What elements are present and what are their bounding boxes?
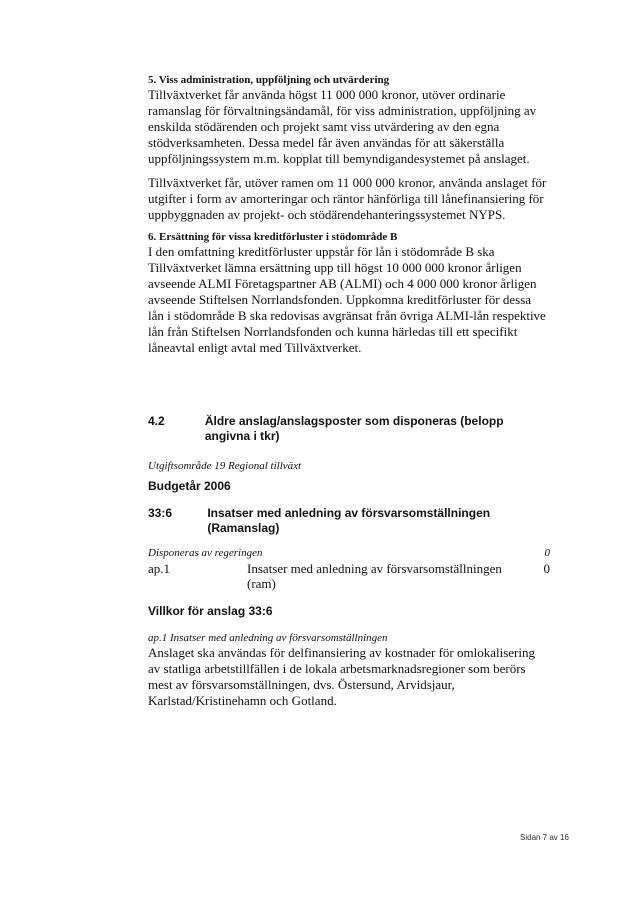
disposal-value: 0 [544,547,550,559]
appropriation-heading [148,506,550,536]
conditions-ap-heading: ap.1 Insatser med anledning av försvarsomställningen [148,632,388,644]
ap-item-value: 0 [543,561,550,576]
section42-number: 4.2 [148,414,165,428]
page-number: Sidan 7 av 16 [520,833,569,842]
ap-item-id: ap.1 [148,561,171,576]
page-content [148,74,550,709]
section6-heading: 6. Ersättning för vissa kreditförluster i stödområde B [148,231,398,243]
appropriation-title: Insatser med anledning av försvarsomställningen (Ramanslag) [207,506,491,535]
section5-paragraph-2: Tillväxtverket får, utöver ramen om 11 000 000 kronor, använda anslaget för utgifter i form av amorteringar och räntor hänförliga till lånefinansiering för uppbyggnaden av projekt- och stödärendehanteringssystemet NYPS. [148,175,547,222]
section5-heading: 5. Viss administration, uppföljning och utvärdering [148,74,390,86]
appropriation-number: 33:6 [148,506,173,520]
section5-paragraph-1: Tillväxtverket får använda högst 11 000 000 kronor, utöver ordinarie ramanslag för förvaltningsändamål, för viss administration, uppföljning av enskilda stödärenden och projekt samt viss utvärdering av den egna stödverksamheten. Dessa medel får även användas för att säkerställa uppföljningssystem m.m. kopplat till bemyndigandesystemet på anslaget. [148,87,537,166]
section42-heading [148,414,550,444]
budget-year: Budgetår 2006 [148,479,231,493]
ap-item-row [148,561,550,591]
disposal-label: Disponeras av regeringen [148,547,263,559]
ap-item-text: Insatser med anledning av försvarsomställningen (ram) [247,561,502,591]
section42-title: Äldre anslag/anslagsposter som disponeras (belopp angivna i tkr) [204,414,504,443]
conditions-paragraph: Anslaget ska användas för delfinansiering av kostnader för omlokalisering av statliga arbetstillfällen i de lokala arbetsmarknadsregioner som berörs mest av försvarsomställningen, dvs. Östersund, Arvidsjaur, Karlstad/Kristinehamn och Gotland. [148,645,535,708]
expenditure-area: Utgiftsområde 19 Regional tillväxt [148,460,302,472]
disposal-row [148,546,550,560]
section6-paragraph: I den omfattning kreditförluster uppstår för lån i stödområde B ska Tillväxtverket lämna ersättning upp till högst 10 000 000 kronor årligen avseende ALMI Företagspartner AB (ALMI) och 4 000 000 kronor årligen avseende Stiftelsen Norrlandsfonden. Uppkomna kreditförluster för dessa lån i stödområde B ska redovisas avgränsat från övriga ALMI-lån respektive lån från Stiftelsen Norrlandsfonden och kunna härledas till ett specifikt låneavtal enligt avtal med Tillväxtverket. [148,244,546,355]
conditions-heading: Villkor för anslag 33:6 [148,604,273,618]
